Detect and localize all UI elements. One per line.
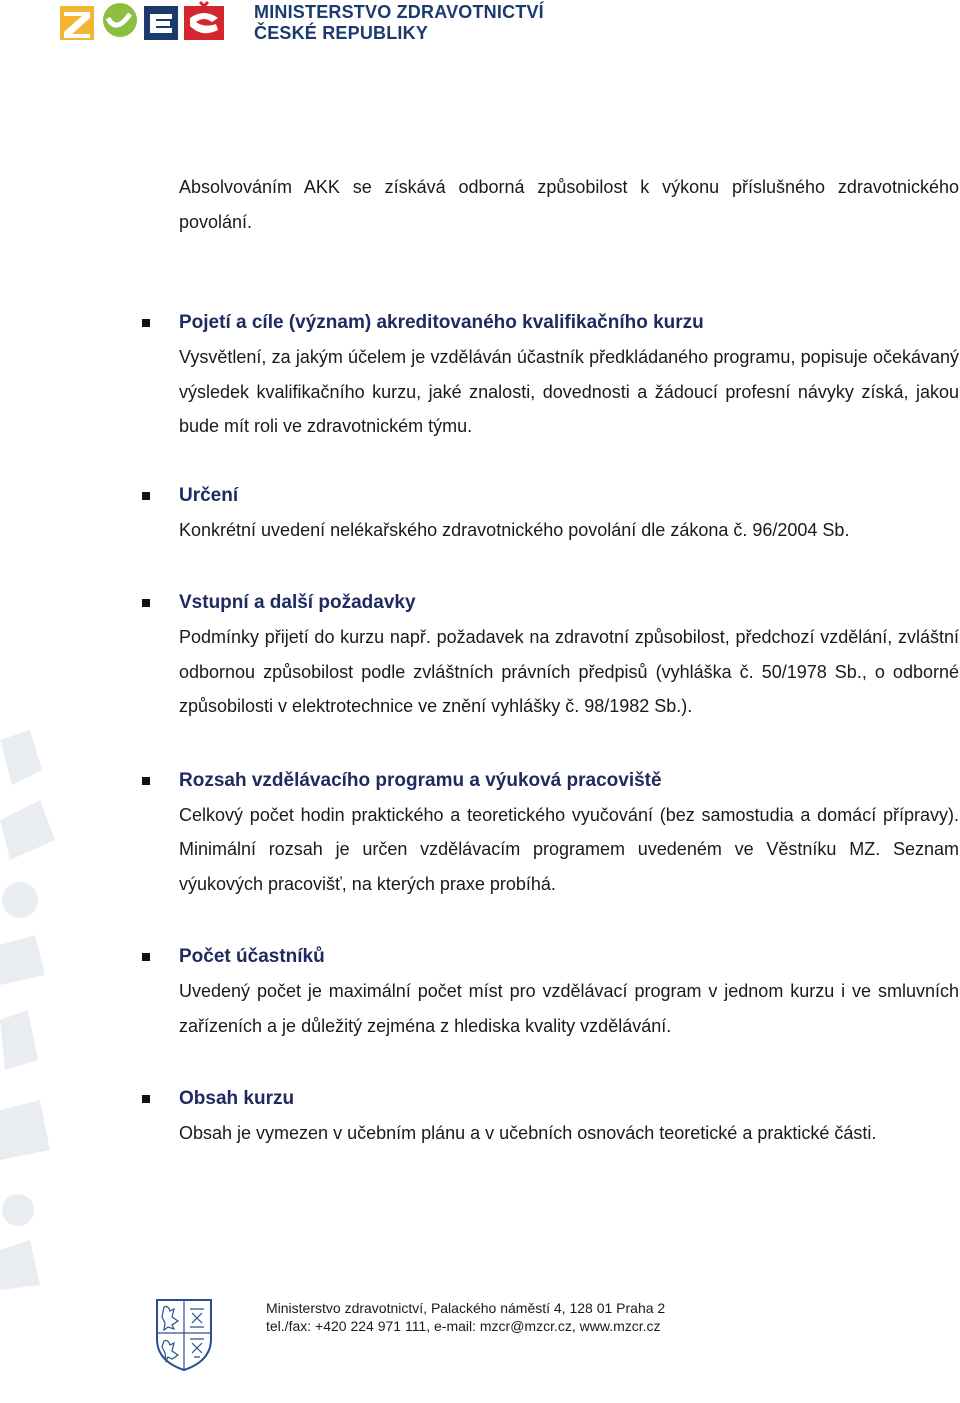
bullet-square-icon <box>142 319 150 327</box>
section-heading: Obsah kurzu <box>179 1088 295 1109</box>
section-heading: Počet účastníků <box>179 946 325 967</box>
decorative-watermark <box>0 730 70 1290</box>
section-text: Celkový počet hodin praktického a teoretického vyučování (bez samostudia a domácí přípravy). Minimální rozsah je určen vzdělávacím programem uvedeném ve Věstníku MZ. Seznam výukových pracovišť, na kterých praxe probíhá. <box>179 804 959 894</box>
bullet-square-icon <box>142 599 150 607</box>
document-body <box>179 170 959 1151</box>
footer-address: Ministerstvo zdravotnictví, Palackého náměstí 4, 128 01 Praha 2 <box>266 1300 666 1316</box>
ministry-name-line2: ČESKÉ REPUBLIKY <box>254 23 429 43</box>
section-text: Uvedený počet je maximální počet míst pro vzdělávací program v jednom kurzu i ve smluvních zařízeních a je důležitý zejména z hlediska kvality vzdělávání. <box>179 981 959 1036</box>
section-text: Podmínky přijetí do kurzu např. požadavek na zdravotní způsobilost, předchozí vzdělání, zvláštní odbornou způsobilost podle zvláštních právních předpisů (vyhláška č. 50/1978 Sb., o odborné způsobilosti v elektrotechnice ve znění vyhlášky č. 98/1982 Sb.). <box>179 627 959 716</box>
czech-coat-of-arms-icon <box>154 1297 214 1373</box>
intro-paragraph: Absolvováním AKK se získává odborná způsobilost k výkonu příslušného zdravotnického povolání. <box>179 177 959 232</box>
section-urceni <box>179 479 959 548</box>
ministry-name-line1: MINISTERSTVO ZDRAVOTNICTVÍ <box>254 2 544 22</box>
bullet-square-icon <box>142 953 150 961</box>
footer-contact-line: tel./fax: +420 224 971 111, e-mail: mzcr@mzcr.cz, www.mzcr.cz <box>266 1318 661 1334</box>
section-text: Konkrétní uvedení nelékařského zdravotnického povolání dle zákona č. 96/2004 Sb. <box>179 519 850 540</box>
bullet-square-icon <box>142 492 150 500</box>
footer-contact <box>266 1299 665 1335</box>
section-heading: Určení <box>179 484 239 506</box>
page-footer <box>154 1297 960 1377</box>
section-text: Vysvětlení, za jakým účelem je vzděláván účastník předkládaného programu, popisuje očekávaný výsledek kvalifikačního kurzu, jaké znalosti, dovednosti a žádoucí profesní návyky získá, jakou bude mít roli ve zdravotnickém týmu. <box>179 347 959 436</box>
section-rozsah <box>179 764 959 902</box>
ministry-name <box>254 2 544 44</box>
section-pojeti <box>179 306 959 444</box>
section-obsah-kurzu <box>179 1082 959 1151</box>
section-heading: Pojetí a cíle (význam) akreditovaného kvalifikačního kurzu <box>179 312 704 333</box>
section-heading: Rozsah vzdělávacího programu a výuková pracoviště <box>179 769 662 791</box>
section-pocet-ucastniku <box>179 940 959 1043</box>
section-heading: Vstupní a další požadavky <box>179 592 416 613</box>
bullet-square-icon <box>142 777 150 785</box>
section-text: Obsah je vymezen v učebním plánu a v učebních osnovách teoretické a praktické části. <box>179 1123 877 1143</box>
mzcr-logo-icon <box>60 0 242 42</box>
ministry-logo <box>60 0 544 44</box>
bullet-square-icon <box>142 1095 150 1103</box>
section-vstupni-pozadavky <box>179 586 959 724</box>
